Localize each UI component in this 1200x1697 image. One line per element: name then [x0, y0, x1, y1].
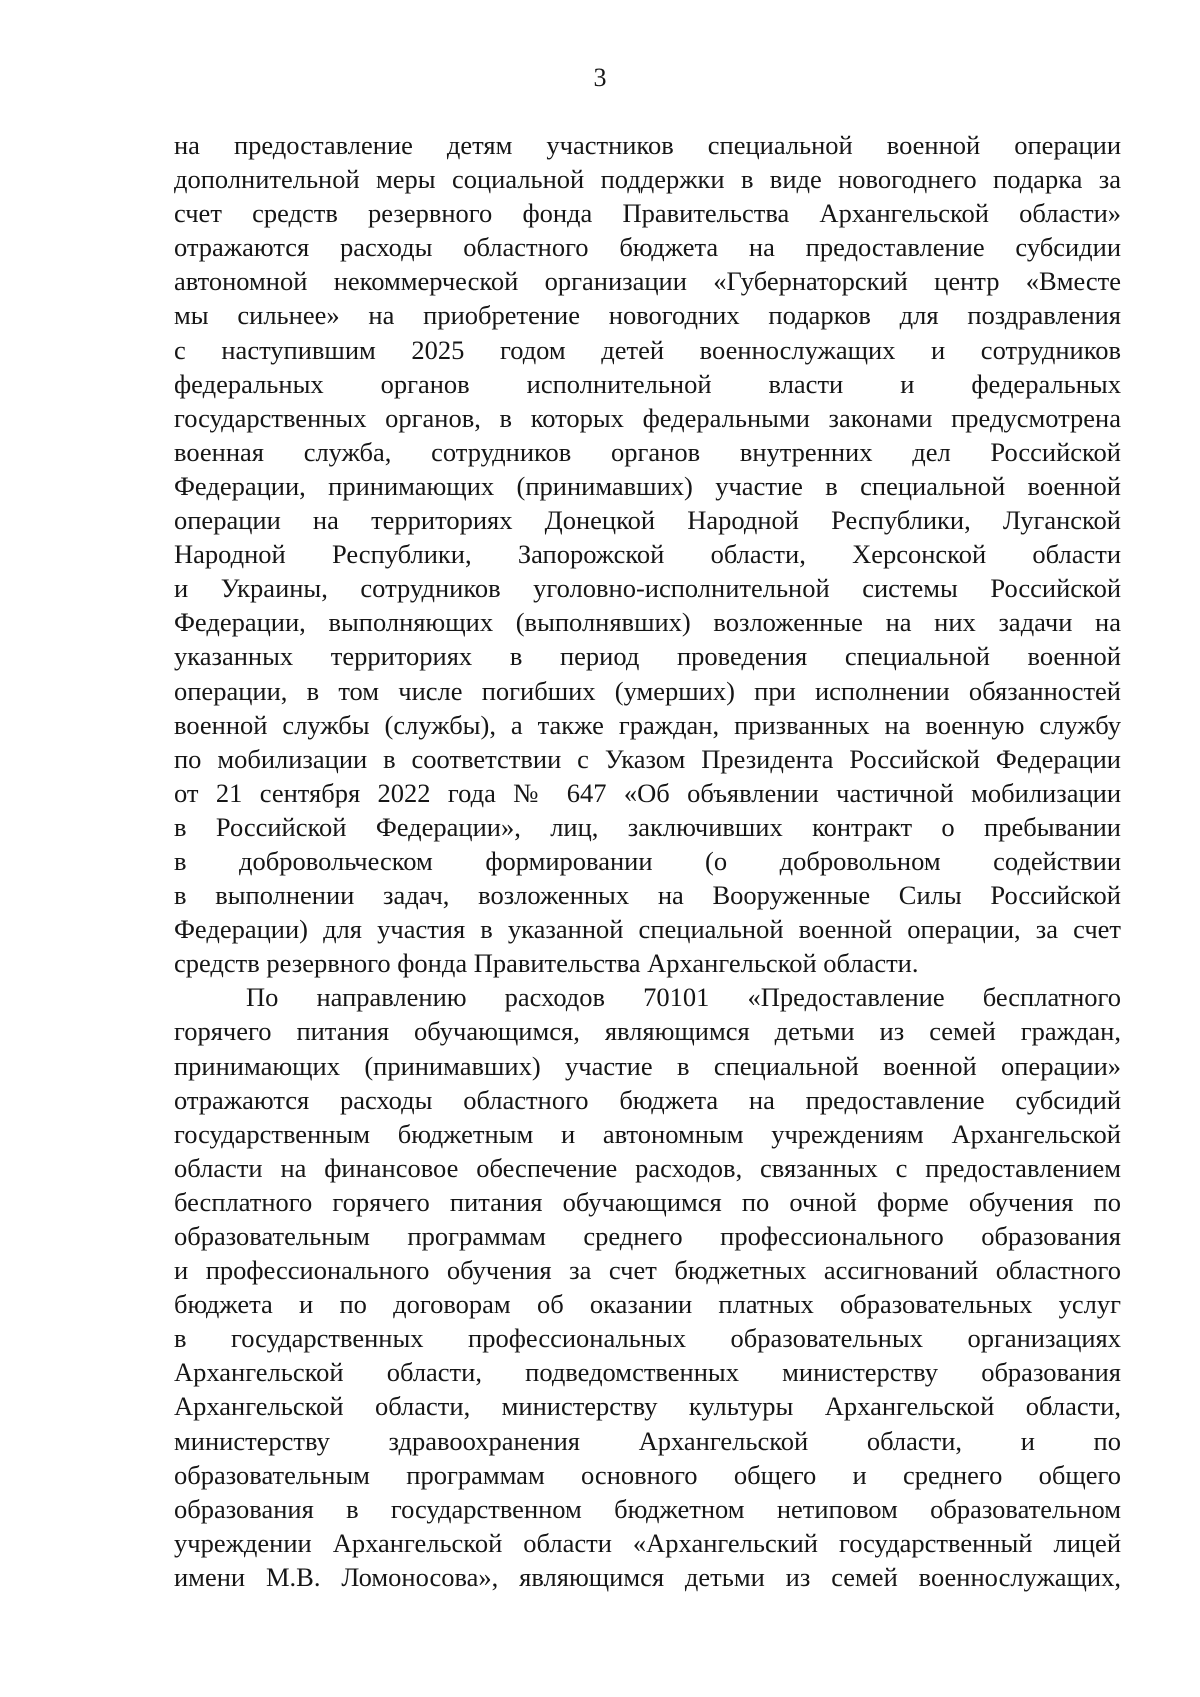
text-line: горячего питания обучающимся, являющимся детьми из семей граждан, — [174, 1016, 1121, 1047]
text-line: операции, в том числе погибших (умерших) при исполнении обязанностей — [174, 675, 1121, 706]
text-line: отражаются расходы областного бюджета на предоставление субсидии — [174, 232, 1121, 263]
text-line: в государственных профессиональных образовательных организациях — [174, 1323, 1121, 1354]
text-line: образования в государственном бюджетном нетиповом образовательном — [174, 1493, 1121, 1524]
text-line: Федерации, принимающих (принимавших) участие в специальной военной — [174, 470, 1121, 501]
text-line: указанных территориях в период проведения специальной военной — [174, 641, 1121, 672]
text-line: федеральных органов исполнительной власти и федеральных — [174, 368, 1121, 399]
text-line: с наступившим 2025 годом детей военнослужащих и сотрудников — [174, 334, 1121, 365]
paragraph — [174, 980, 1121, 1594]
text-line: Федерации) для участия в указанной специальной военной операции, за счет — [174, 914, 1121, 945]
paragraph-container — [174, 128, 1121, 1594]
text-line: отражаются расходы областного бюджета на предоставление субсидий — [174, 1084, 1121, 1115]
text-line: Архангельской области, министерству культуры Архангельской области, — [174, 1391, 1121, 1422]
text-line: имени М.В. Ломоносова», являющимся детьми из семей военнослужащих, — [174, 1561, 1121, 1592]
text-line: министерству здравоохранения Архангельской области, и по — [174, 1425, 1121, 1456]
text-line: в Российской Федерации», лиц, заключивших контракт о пребывании — [174, 811, 1121, 842]
text-line: По направлению расходов 70101 «Предоставление бесплатного — [246, 982, 1121, 1013]
text-line: Архангельской области, подведомственных министерству образования — [174, 1357, 1121, 1388]
text-line: счет средств резервного фонда Правительства Архангельской области» — [174, 198, 1121, 229]
text-line: на предоставление детям участников специальной военной операции — [174, 130, 1121, 160]
text-line: бюджета и по договорам об оказании платных образовательных услуг — [174, 1289, 1121, 1320]
text-line: от 21 сентября 2022 года № 647 «Об объявлении частичной мобилизации — [174, 777, 1121, 808]
text-line: мы сильнее» на приобретение новогодних подарков для поздравления — [174, 300, 1121, 331]
text-line: по мобилизации в соответствии с Указом Президента Российской Федерации — [174, 743, 1121, 774]
text-line: принимающих (принимавших) участие в специальной военной операции» — [174, 1050, 1121, 1081]
document-body — [174, 128, 1121, 1594]
text-line: образовательным программам основного общего и среднего общего — [174, 1459, 1121, 1490]
text-line: бесплатного горячего питания обучающимся по очной форме обучения по — [174, 1186, 1121, 1217]
text-line: и профессионального обучения за счет бюджетных ассигнований областного — [174, 1255, 1121, 1286]
text-line: и Украины, сотрудников уголовно-исполнительной системы Российской — [174, 573, 1121, 604]
text-line: Федерации, выполняющих (выполнявших) возложенные на них задачи на — [174, 607, 1121, 638]
text-line: в добровольческом формировании (о добровольном содействии — [174, 845, 1121, 876]
text-line: учреждении Архангельской области «Архангельский государственный лицей — [174, 1527, 1121, 1558]
text-line: дополнительной меры социальной поддержки в виде новогоднего подарка за — [174, 164, 1121, 195]
text-line: области на финансовое обеспечение расходов, связанных с предоставлением — [174, 1152, 1121, 1183]
text-line: Народной Республики, Запорожской области, Херсонской области — [174, 539, 1121, 570]
text-line: автономной некоммерческой организации «Губернаторский центр «Вместе — [174, 266, 1121, 297]
text-line: образовательным программам среднего профессионального образования — [174, 1221, 1121, 1251]
text-line: операции на территориях Донецкой Народной Республики, Луганской — [174, 505, 1121, 536]
text-line: средств резервного фонда Правительства Архангельской области. — [174, 948, 919, 979]
text-line: государственным бюджетным и автономным учреждениям Архангельской — [174, 1118, 1121, 1149]
page-number: 3 — [593, 63, 607, 92]
text-line: военная служба, сотрудников органов внутренних дел Российской — [174, 436, 1121, 467]
text-line: в выполнении задач, возложенных на Вооруженные Силы Российской — [174, 880, 1121, 911]
text-line: государственных органов, в которых федеральными законами предусмотрена — [174, 402, 1121, 433]
paragraph — [174, 128, 1121, 980]
text-line: военной службы (службы), а также граждан, призванных на военную службу — [174, 709, 1121, 740]
